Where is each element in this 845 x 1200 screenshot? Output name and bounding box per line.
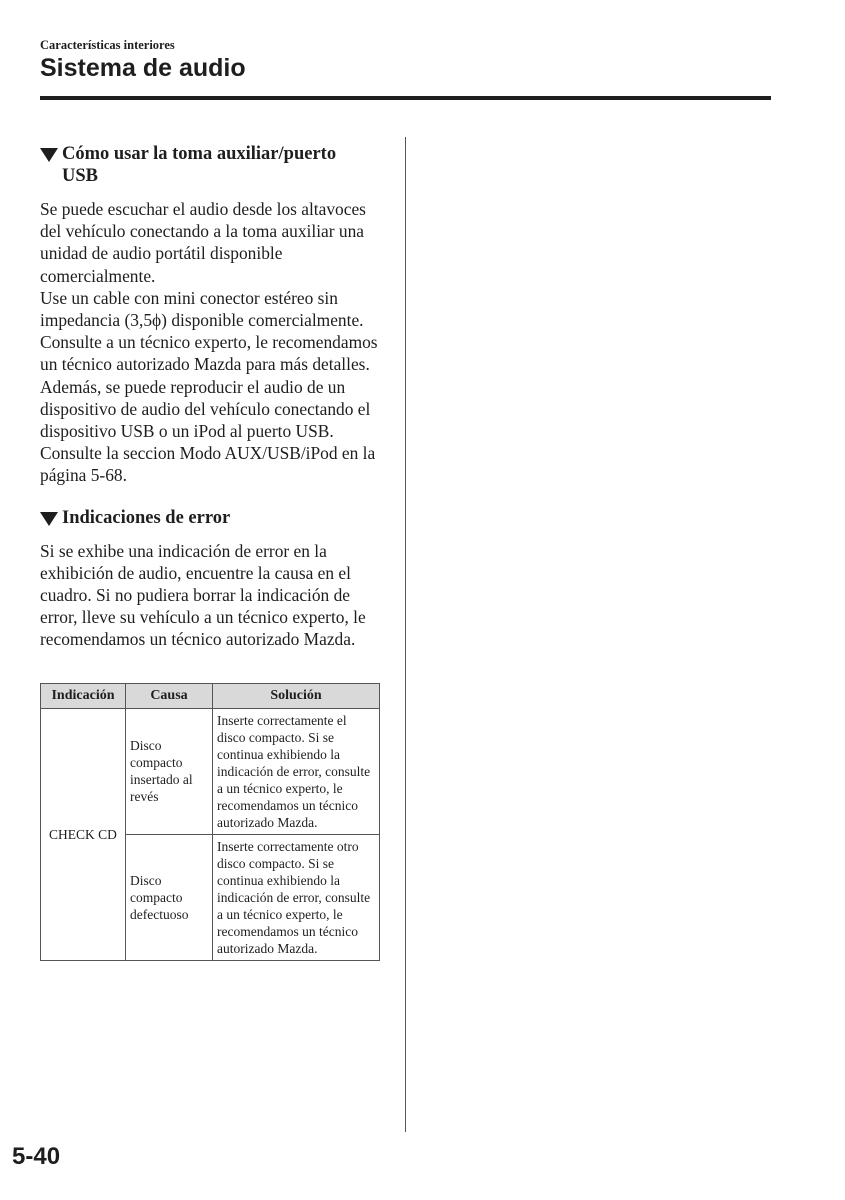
column-header: Solución [213,683,380,708]
section-heading-error [40,507,385,529]
paragraph: Además, se puede reproducir el audio de un dispositivo de audio del vehículo conectando el dispositivo USB o un iPod al puerto USB. [40,376,371,442]
heading-line-2: USB [62,166,98,186]
page-title: Sistema de audio [40,54,246,82]
triangle-bullet-icon [40,148,58,162]
solution-cell: Inserte correctamente otro disco compacto. Si se continua exhibiendo la indicación de error, consulte a un técnico experto, le recomendamos un técnico autorizado Mazda. [213,834,380,960]
column-divider [405,137,406,1132]
column-header: Indicación [41,683,126,708]
error-table [40,683,380,961]
paragraph: Si se exhibe una indicación de error en la exhibición de audio, encuentre la causa en el cuadro. Si no pudiera borrar la indicación de error, lleve su vehículo a un técnico experto, le recomendamos un técnico autorizado Mazda. [40,540,366,650]
indication-cell: CHECK CD [41,708,126,960]
cause-cell: Disco compacto insertado al revés [126,708,213,834]
heading-text: Indicaciones de error [62,507,231,528]
page-number: 5-40 [12,1143,61,1170]
table-row [41,708,380,834]
heading-line-1: Cómo usar la toma auxiliar/puerto [62,144,337,164]
breadcrumb: Características interiores [40,38,175,52]
cause-cell: Disco compacto defectuoso [126,834,213,960]
table-header-row [41,683,380,708]
title-rule [40,96,771,100]
column-header: Causa [126,683,213,708]
paragraph: Consulte la seccion Modo AUX/USB/iPod en la página 5-68. [40,443,376,486]
section-heading-aux-usb [40,143,385,187]
solution-cell: Inserte correctamente el disco compacto. Si se continua exhibiendo la indicación de error, consulte a un técnico experto, le recomendamos un técnico autorizado Mazda. [213,708,380,834]
paragraph: Se puede escuchar el audio desde los altavoces del vehículo conectando a la toma auxiliar una unidad de audio portátil disponible comercialmente. [40,199,366,286]
triangle-bullet-icon [40,512,58,526]
left-column [40,143,385,961]
paragraph: Use un cable con mini conector estéreo sin impedancia (3,5ϕ) disponible comercialmente. Consulte a un técnico experto, le recomendamos un técnico autorizado Mazda para más detalles. [40,287,378,375]
